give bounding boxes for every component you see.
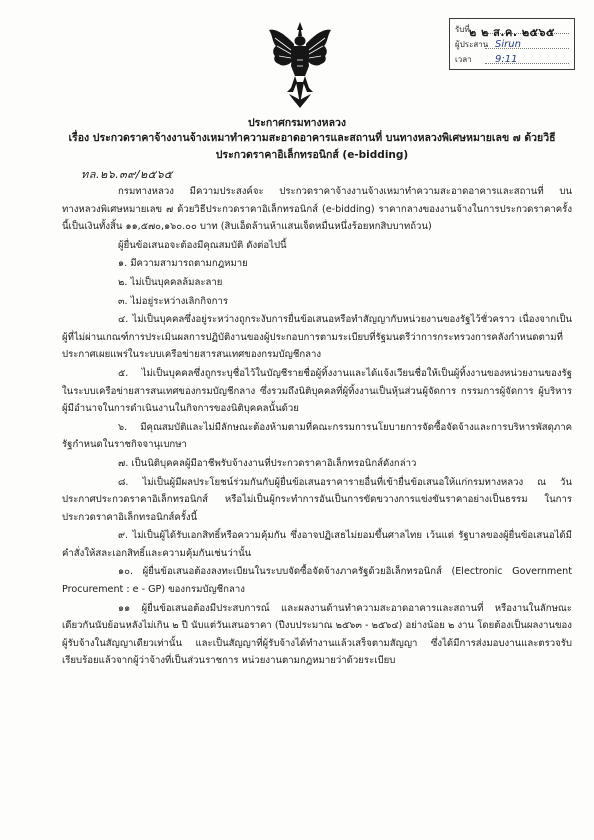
stamp-time: 9:11 xyxy=(495,54,518,65)
qualification-item: ๒. ไม่เป็นบุคคลล้มละลาย xyxy=(118,276,223,288)
stamp-label: ผู้ประสาน xyxy=(455,40,489,49)
stamp-date: ๒ ๒ ส.ค. ๒๕๖๕ xyxy=(469,26,555,39)
receipt-stamp xyxy=(449,18,575,70)
qualification-item: ๗. เป็นนิติบุคคลผู้มีอาชีพรับจ้างงานที่ประกวดราคาอิเล็กทรอนิกส์ดังกล่าว xyxy=(118,457,417,469)
stamp-label: เวลา xyxy=(455,55,472,64)
stamp-signature: Sirun xyxy=(495,39,521,50)
intro-paragraph: กรมทางหลวง มีความประสงค์จะ ประกวดราคาจ้างงานจ้างเหมาทำความสะอาดอาคารและสถานที่ บนทางหลวงพิเศษหมายเลข ๗ ด้วยวิธีประกวดราคาอิเล็กทรอนิกส์ (e-bidding) ราคากลางของงานจ้างในการประกวดราคาครั้งนี้เป็นเงินทั้งสิ้น ๑๑,๕๗๐,๑๖๐.๐๐ บาท (สิบเอ็ดล้านห้าแสนเจ็ดหมื่นหนึ่งร้อยหกสิบบาทถ้วน) xyxy=(62,186,572,233)
announcement-subject xyxy=(62,130,562,164)
stamp-label: รับที่ xyxy=(455,25,470,34)
qualification-item: ๙. ไม่เป็นผู้ได้รับเอกสิทธิ์หรือความคุ้มกัน ซึ่งอาจปฏิเสธไม่ยอมขึ้นศาลไทย เว้นแต่ รัฐบาลของผู้ยื่นข้อเสนอได้มีคำสั่งให้สละเอกสิทธิ์และความคุ้มกันเช่นว่านั้น xyxy=(62,530,572,559)
stamp-row-time xyxy=(455,52,569,67)
qualification-item: ๑๑ ผู้ยื่นข้อเสนอต้องมีประสบการณ์ และผลงานด้านทำความสะอาดอาคารและสถานที่ หรืองานในลักษณะเดียวกันนับย้อนหลังไม่เกิน ๒ ปี นับแต่วันเสนอราคา (ปีงบประมาณ ๒๕๖๓ - ๒๕๖๔) อย่างน้อย ๒ งาน โดยต้องเป็นผลงานของผู้รับจ้างในสัญญาเดียวเท่านั้น และเป็นสัญญาที่ผู้รับจ้างได้ทำงานแล้วเสร็จตามสัญญา ซึ่งได้มีการส่งมอบงานและตรวจรับเรียบร้อยแล้วจากผู้ว่าจ้างที่เป็นส่วนราชการ หน่วยงานตามกฎหมายว่าด้วยระเบียบ xyxy=(62,602,572,667)
qualification-item: ๓. ไม่อยู่ระหว่างเลิกกิจการ xyxy=(118,295,229,307)
qualification-heading: ผู้ยื่นข้อเสนอจะต้องมีคุณสมบัติ ดังต่อไปนี้ xyxy=(118,239,287,251)
qualification-item: ๖. มีคุณสมบัติและไม่มีลักษณะต้องห้ามตามที่คณะกรรมการนโยบายการจัดซื้อจัดจ้างและการบริหารพัสดุภาครัฐกำหนดในราชกิจจานุเบกษา xyxy=(62,421,572,451)
subject-line: ประกวดราคาอิเล็กทรอนิกส์ (e-bidding) xyxy=(215,149,409,161)
stamp-row-received xyxy=(455,22,569,37)
qualification-item: ๔. ไม่เป็นบุคคลซึ่งอยู่ระหว่างถูกระงับการยื่นข้อเสนอหรือทำสัญญากับหน่วยงานของรัฐไว้ชั่วคราว เนื่องจากเป็นผู้ที่ไม่ผ่านเกณฑ์การประเมินผลการปฏิบัติงานของผู้ประกอบการตามระเบียบที่รัฐมนตรีว่าการกระทรวงการคลังกำหนดตามที่ประกาศเผยแพร่ในระบบเครือข่ายสารสนเทศของกรมบัญชีกลาง xyxy=(62,314,572,361)
document-body xyxy=(62,183,572,671)
qualification-item: ๘. ไม่เป็นผู้มีผลประโยชน์ร่วมกันกับผู้ยื่นข้อเสนอราคารายอื่นที่เข้ายื่นข้อเสนอให้แก่กรมทางหลวง ณ วันประกาศประกวดราคาอิเล็กทรอนิกส์ หรือไม่เป็นผู้กระทำการอันเป็นการขัดขวางการแข่งขันราคาอย่างเป็นธรรม ในการประกวดราคาอิเล็กทรอนิกส์ครั้งนี้ xyxy=(62,476,572,523)
garuda-emblem-icon xyxy=(267,20,333,112)
announcement-title: ประกาศกรมทางหลวง xyxy=(247,117,347,129)
qualification-item: ๑. มีความสามารถตามกฎหมาย xyxy=(118,258,248,270)
qualification-item: ๑๐. ผู้ยื่นข้อเสนอต้องลงทะเบียนในระบบจัดซื้อจัดจ้างภาครัฐด้วยอิเล็กทรอนิกส์ (Electronic Government Procurement : e - GP) ของกรมบัญชีกลาง xyxy=(62,566,572,596)
qualification-item: ๕. ไม่เป็นบุคคลซึ่งถูกระบุชื่อไว้ในบัญชีรายชื่อผู้ทิ้งงานและได้แจ้งเวียนชื่อให้เป็นผู้ทิ้งงานของหน่วยงานของรัฐในระบบเครือข่ายสารสนเทศของกรมบัญชีกลาง ซึ่งรวมถึงนิติบุคคลที่ผู้ทิ้งงานเป็นหุ้นส่วนผู้จัดการ กรรมการผู้จัดการ ผู้บริหาร ผู้มีอำนาจในการดำเนินงานในกิจการของนิติบุคคลนั้นด้วย xyxy=(62,367,572,415)
reference-number: ทล.๒๖.๓๙/๒๕๖๕ xyxy=(81,168,173,181)
subject-line: เรื่อง ประกวดราคาจ้างงานจ้างเหมาทำความสะอาดอาคารและสถานที่ บนทางหลวงพิเศษหมายเลข ๗ ด้วยวิธี xyxy=(68,132,556,144)
stamp-row-coordinator xyxy=(455,37,569,52)
